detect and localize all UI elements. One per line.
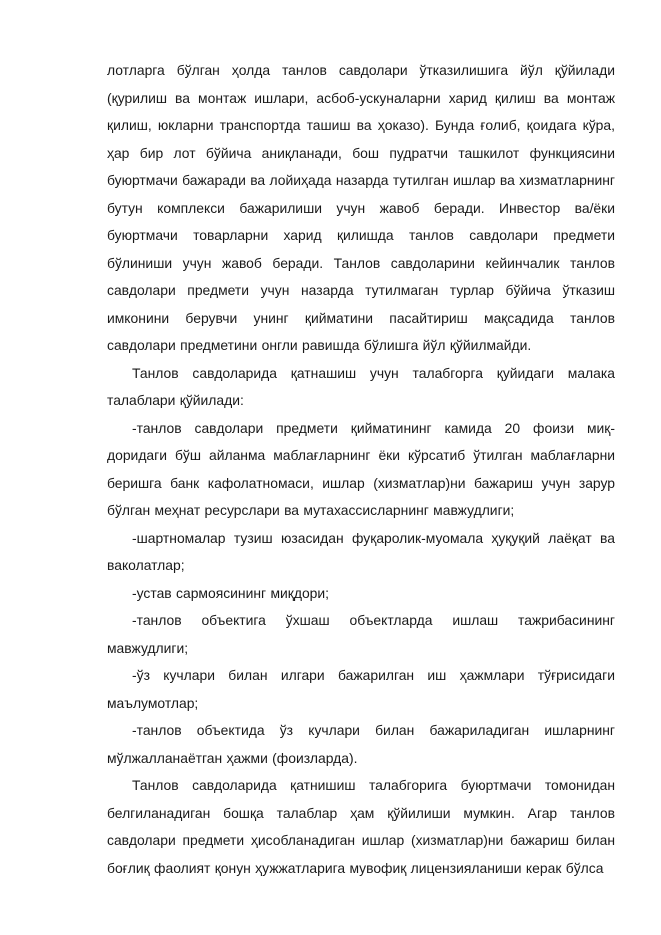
paragraph-2: Танлов савдоларида қатнашиш учун талабгорга қуйидаги малака талаблари қўйилади:	[107, 364, 615, 408]
paragraph-5: -устав сармоясининг миқдори;	[132, 584, 330, 601]
paragraph-4: -шартномалар тузиш юзасидан фуқаролик-муомала ҳуқуқий лаёқат ва ваколатлар;	[107, 529, 615, 573]
paragraph-8: -танлов объектида ўз кучлари билан бажариладиган ишларнинг мўлжалланаётган ҳажми (фоизларда).	[107, 722, 615, 766]
paragraph-9: Танлов савдоларида қатнишиш талабгорига буюртмачи томонидан белгиланадиган бошқа талаблар ҳам қўйилиши мумкин. Агар танлов савдолари предмети ҳисобланадиган ишлар (хизматлар)ни бажариш билан боғлиқ фаолият қонун ҳужжатларига мувофиқ лицензияланиши керак бўлса	[107, 777, 615, 876]
paragraph-3: -танлов савдолари предмети қийматининг камида 20 фоизи миқ-доридаги бўш айланма маблағларнинг ёки кўрсатиб ўтилган маблағларни беришга банк кафолатномаси, ишлар (хизматлар)ни бажариш учун зарур бўлган меҳнат ресурслари ва мутахассисларнинг мавжудлиги;	[107, 419, 615, 518]
paragraph-6: -танлов объектига ўхшаш объектларда ишлаш тажрибасининг мавжудлиги;	[107, 612, 615, 656]
paragraph-1: лотларга бўлган ҳолда танлов савдолари ўтказилишига йўл қўйилади (қурилиш ва монтаж ишлари, асбоб-ускуналарни харид қилиш ва монтаж қилиш, юкларни транспортда ташиш ва ҳоказо). Бунда ғолиб, қоидага кўра, ҳар бир лот бўйича аниқланади, бош пудратчи ташкилот функциясини буюртмачи бажаради ва лойиҳада назарда тутилган ишлар ва хизматларнинг бутун комплекси бажарилиши учун жавоб беради. Инвестор ва/ёки буюртмачи товарларни харид қилишда танлов савдолари предмети бўлиниши учун жавоб беради. Танлов савдоларини кейинчалик танлов савдолари предмети учун назарда тутилмаган турлар бўйича ўтказиш имконини берувчи унинг қийматини пасайтириш мақсадида танлов савдолари предметини онгли равишда бўлишга йўл қўйилмайди.	[107, 62, 615, 353]
paragraph-7: -ўз кучлари билан илгари бажарилган иш ҳажмлари тўғрисидаги маълумотлар;	[107, 667, 615, 711]
document-page	[107, 57, 615, 882]
